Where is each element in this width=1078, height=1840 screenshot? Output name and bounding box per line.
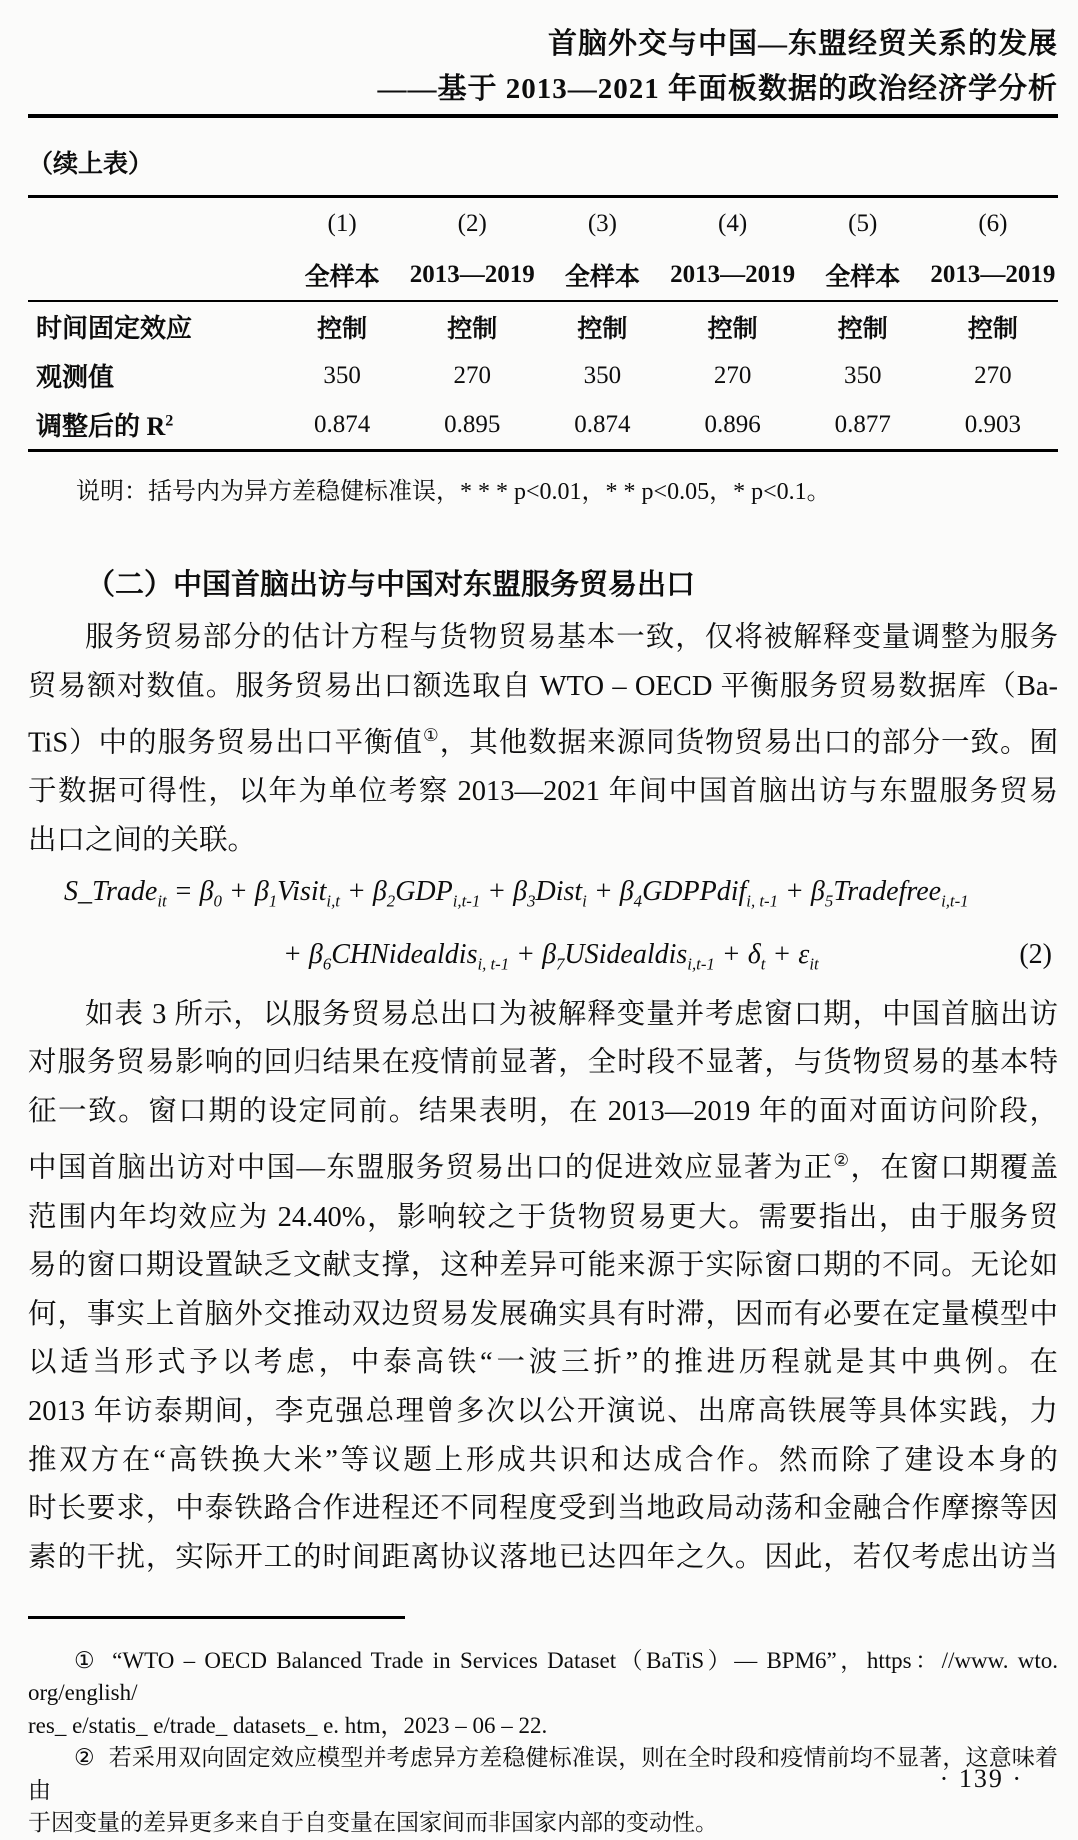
formula-token (277, 876, 340, 912)
formula-token (221, 876, 278, 912)
formula-subscript: 2 (386, 892, 396, 912)
text-line: 素的干扰，实际开工的时间距离协议落地已达四年之久。因此，若仅考虑出访当 (28, 1541, 1058, 1573)
table-row-observations (28, 351, 1058, 400)
formula-subscript: i, t-1 (746, 892, 778, 912)
row-label-text: 调整后的 R (36, 412, 166, 441)
text-segment: ，在窗口期覆盖 (850, 1152, 1058, 1184)
formula-term: + β (221, 876, 269, 908)
text-line: 如表 3 所示，以服务贸易总出口为被解释变量并考虑窗口期，中国首脑出访 (85, 998, 1058, 1030)
text-line: 征一致。窗口期的设定同前。结果表明，在 2013—2019 年的面对面访问阶段， (28, 1095, 1058, 1127)
footnote-text: 若采用双向固定效应模型并考虑异方差稳健标准误，则在全时段和疫情前均不显著，这意味着由 (28, 1745, 1059, 1803)
footnotes (28, 1645, 1058, 1840)
text-line: 易的窗口期设置缺乏文献支撑，这种差异可能来源于实际窗口期的不同。无论如 (28, 1250, 1058, 1282)
column-header: (3) (587, 209, 617, 237)
text-line (28, 711, 1058, 768)
formula-token (586, 876, 643, 912)
formula-term: + ε (765, 939, 810, 971)
running-head-title: 首脑外交与中国—东盟经贸关系的发展 (547, 28, 1058, 60)
formula-token (777, 876, 834, 912)
header-rule (28, 114, 1058, 118)
regression-table-header (28, 198, 1058, 302)
table-cell: 0.895 (444, 410, 501, 438)
formula-term: CHNidealdis (331, 939, 478, 971)
text-segment: 中国首脑出访对中国—东盟服务贸易出口的促进效应显著为正 (28, 1152, 834, 1184)
formula-subscript: 4 (633, 892, 643, 912)
formula-subscript: i,t-1 (687, 954, 715, 974)
formula-term: GDPPdif (642, 876, 747, 908)
formula-subscript: 3 (527, 892, 536, 912)
text-line: 范围内年均效应为 24.40%，影响较之于货物贸易更大。需要指出，由于服务贸 (28, 1201, 1058, 1233)
column-subheader: 2013—2019 (409, 260, 535, 288)
column-header: (4) (718, 209, 748, 237)
row-label (28, 406, 277, 443)
equation-2 (28, 865, 1058, 990)
formula-subscript: i,t-1 (452, 892, 481, 912)
formula-subscript: i (582, 892, 587, 912)
formula-subscript: t (760, 954, 766, 974)
formula-term: = β (166, 876, 214, 908)
text-line: 贸易额对数值。服务贸易出口额选取自 WTO – OECD 平衡服务贸易数据库（Ba- (28, 670, 1058, 702)
table-cell: 控制 (967, 315, 1018, 343)
formula-token (339, 876, 396, 912)
formula-subscript: 6 (322, 954, 332, 974)
table-header-row-samples (28, 249, 1058, 300)
text-line: 服务贸易部分的估计方程与货物贸易基本一致，仅将被解释变量调整为服务 (85, 622, 1058, 653)
table-cell: 控制 (317, 315, 368, 343)
formula-token (283, 939, 332, 974)
table-row-adjusted-r2 (28, 400, 1058, 449)
text-line: 对服务贸易影响的回归结果在疫情前显著，全时段不显著，与货物贸易的基本特 (28, 1047, 1058, 1079)
table-cell: 350 (843, 361, 882, 389)
formula-token (564, 939, 715, 974)
formula-token (166, 876, 222, 912)
formula-term: + β (509, 939, 557, 971)
equation-2-line-2 (28, 928, 1058, 991)
page-content (28, 22, 1058, 1840)
footnote-text: “WTO – OECD Balanced Trade in Services Dataset（BaTiS）— BPM6”，https：//www. wto. org/english/ (28, 1647, 1058, 1706)
formula-token (480, 876, 536, 912)
footnote-2-line-1 (28, 1742, 1058, 1807)
row-label: 时间固定效应 (36, 314, 193, 343)
paragraph-service-trade-intro (28, 614, 1058, 865)
formula-term: + δ (714, 939, 761, 971)
running-head-subtitle: ——基于 2013—2021 年面板数据的政治经济学分析 (377, 73, 1058, 105)
table-cell: 270 (713, 361, 752, 389)
footnote-1-line-1 (28, 1645, 1058, 1710)
formula-term: + β (777, 876, 825, 908)
formula-subscript: 0 (213, 892, 222, 912)
formula-term: S_Trade (64, 876, 158, 908)
table-cell: 0.874 (313, 410, 371, 438)
text-line: 于数据可得性，以年为单位考察 2013—2021 年间中国首脑出访与东盟服务贸易 (28, 776, 1058, 808)
table-cell: 0.874 (574, 410, 631, 438)
formula-term: + β (480, 876, 528, 908)
formula-token (535, 876, 587, 912)
text-line: 推双方在“高铁换大米”等议题上形成共识和达成合作。然而除了建设本身的 (28, 1444, 1058, 1476)
column-subheader: 全样本 (304, 263, 380, 291)
formula-term: Dist (535, 876, 583, 908)
formula-token (64, 876, 167, 912)
formula-token (642, 876, 778, 912)
formula-subscript: 7 (556, 954, 565, 974)
formula-subscript: i,t (326, 892, 340, 912)
formula-subscript: it (809, 954, 819, 974)
formula-token (509, 939, 565, 974)
formula-subscript: 5 (824, 892, 834, 912)
text-segment: ，其他数据来源同货物贸易出口的部分一致。囿 (439, 727, 1058, 759)
column-header: (1) (327, 209, 357, 237)
column-subheader: 全样本 (564, 263, 640, 291)
text-line: 时长要求，中泰铁路合作进程还不同程度受到当地政局动荡和金融合作摩擦等因 (28, 1493, 1058, 1525)
formula-term: Tradefree (833, 876, 942, 908)
table-cell: 350 (583, 361, 622, 389)
formula-token (331, 939, 510, 974)
formula-token (395, 876, 481, 912)
table-cell: 控制 (837, 315, 888, 343)
column-header: (2) (457, 209, 487, 237)
paragraph-regression-results (28, 991, 1058, 1583)
row-label-superscript: 2 (165, 412, 174, 430)
formula-token (714, 939, 766, 974)
formula-subscript: it (157, 892, 167, 912)
table-note: 说明：括号内为异方差稳健标准误，* * * p<0.01，* * p<0.05，* p<0.1。 (76, 479, 831, 505)
footnote-ref-1: ① (422, 725, 440, 746)
equation-number: (2) (1019, 939, 1052, 971)
footnote-separator (28, 1616, 405, 1619)
table-continuation-note: （续上表） (28, 151, 154, 178)
table-cell: 270 (453, 361, 491, 389)
formula-term: + β (283, 939, 323, 971)
table-cell: 0.903 (964, 410, 1022, 438)
table-row-time-fixed-effects (28, 302, 1058, 351)
table-cell: 0.896 (704, 410, 761, 438)
footnote-2-marker: ② (74, 1745, 95, 1771)
table-cell: 350 (323, 361, 361, 389)
formula-token (833, 876, 969, 912)
column-header: (6) (978, 209, 1008, 237)
formula-subscript: i,t-1 (941, 892, 969, 912)
formula-subscript: i, t-1 (477, 954, 510, 974)
formula-subscript: 1 (268, 892, 278, 912)
table-cell: 0.877 (834, 410, 891, 438)
footnote-1-line-2: res_ e/statis_ e/trade_ datasets_ e. htm，2023 – 06 – 22. (28, 1712, 548, 1738)
formula-token (765, 939, 819, 974)
equation-2-line-1 (28, 865, 1058, 928)
regression-table-body (28, 302, 1058, 449)
column-subheader: 2013—2019 (930, 260, 1056, 288)
column-subheader: 2013—2019 (670, 260, 796, 288)
text-line: 出口之间的关联。 (28, 824, 257, 856)
footnote-ref-2: ② (833, 1150, 851, 1171)
table-cell: 控制 (577, 315, 628, 343)
column-header: (5) (848, 209, 878, 237)
text-line: 以适当形式予以考虑，中泰高铁“一波三折”的推进历程就是其中典例。在 (28, 1347, 1058, 1379)
table-cell: 控制 (447, 315, 498, 343)
formula-term: + β (339, 876, 387, 908)
footnote-1-marker: ① (74, 1647, 99, 1673)
regression-table (28, 195, 1058, 452)
section-heading: （二）中国首脑出访与中国对东盟服务贸易出口 (86, 569, 696, 601)
table-header-row-model-numbers (28, 198, 1058, 249)
column-subheader: 全样本 (825, 263, 901, 291)
text-line: 何，事实上首脑外交推动双边贸易发展确实具有时滞，因而有必要在定量模型中 (28, 1298, 1058, 1330)
table-cell: 270 (974, 361, 1012, 389)
formula-term: GDP (395, 876, 453, 908)
table-cell: 控制 (707, 315, 758, 343)
row-label: 观测值 (36, 363, 115, 392)
page-number: · 139 · (939, 1764, 1023, 1793)
text-line: 2013 年访泰期间，李克强总理曾多次以公开演说、出席高铁展等具体实践，力 (28, 1395, 1058, 1427)
formula-term: + β (586, 876, 634, 908)
text-segment: TiS）中的服务贸易出口平衡值 (28, 727, 423, 759)
text-line (28, 1136, 1058, 1193)
formula-term: Visit (277, 876, 327, 908)
formula-term: USidealdis (564, 939, 688, 971)
footnote-2-line-2: 于因变量的差异更多来自于自变量在国家间而非国家内部的变动性。 (28, 1810, 718, 1836)
